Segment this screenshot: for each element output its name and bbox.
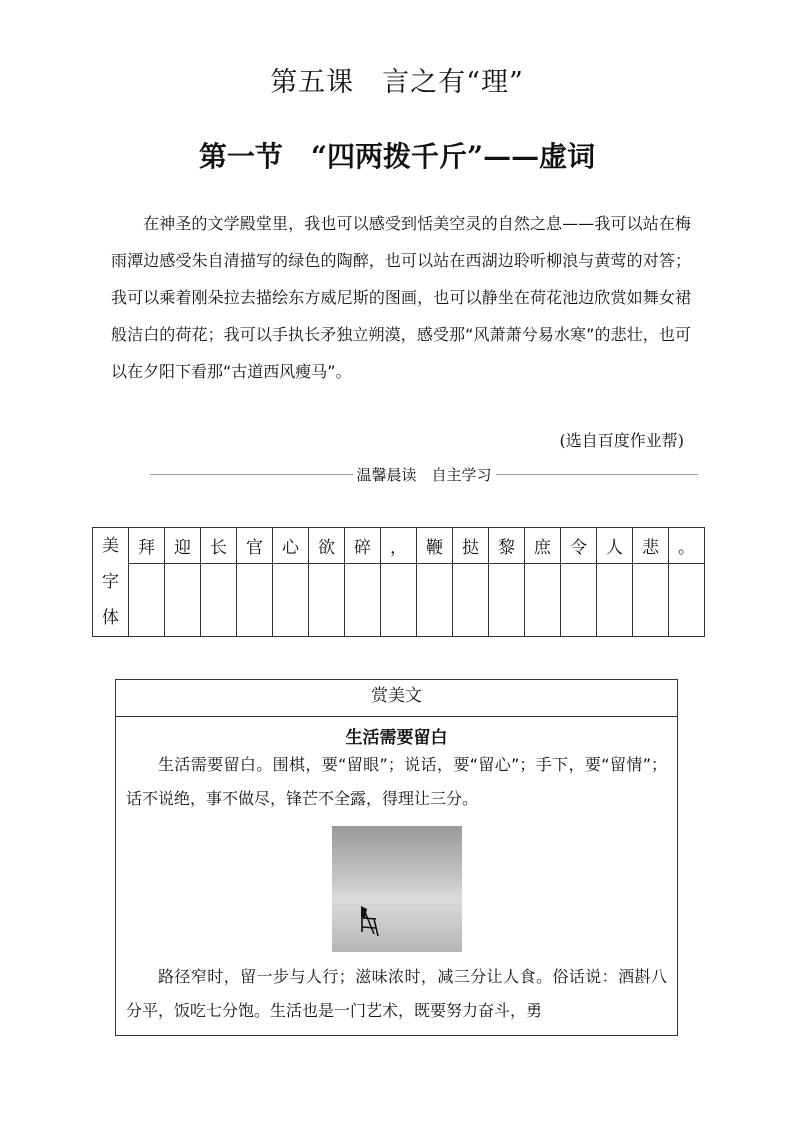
- char-cell: 庶: [525, 528, 561, 564]
- char-cell: ，: [381, 528, 417, 564]
- copy-practice-table: [92, 527, 705, 637]
- char-cell: 鞭: [417, 528, 453, 564]
- practice-cell[interactable]: [525, 564, 561, 637]
- lesson-title: 第五课 言之有“理”: [270, 67, 524, 98]
- divider-line-right: [496, 474, 699, 475]
- practice-cell[interactable]: [237, 564, 273, 637]
- char-cell: 长: [201, 528, 237, 564]
- practice-row: [93, 564, 705, 637]
- practice-cell[interactable]: [489, 564, 525, 637]
- char-row: [93, 528, 705, 564]
- char-cell: 欲: [309, 528, 345, 564]
- appreciation-header: 赏美文: [116, 680, 677, 717]
- source-note: (选自百度作业帮): [559, 431, 684, 450]
- char-cell: 令: [561, 528, 597, 564]
- label-char: 体: [102, 608, 119, 628]
- chair-icon: [332, 826, 462, 952]
- essay-paragraph: 生活需要留白。围棋，要“留眼”；说话，要“留心”；手下，要“留情”；话不说绝，事不做尽，锋芒不全露，得理让三分。: [126, 755, 667, 808]
- char-cell: 挞: [453, 528, 489, 564]
- practice-cell[interactable]: [597, 564, 633, 637]
- practice-cell[interactable]: [129, 564, 165, 637]
- practice-cell[interactable]: [669, 564, 705, 637]
- char-cell: 。: [669, 528, 705, 564]
- practice-cell[interactable]: [633, 564, 669, 637]
- practice-cell[interactable]: [453, 564, 489, 637]
- char-cell: 迎: [165, 528, 201, 564]
- appreciation-box: [115, 679, 678, 1036]
- char-cell: 拜: [129, 528, 165, 564]
- char-cell: 悲: [633, 528, 669, 564]
- practice-cell[interactable]: [381, 564, 417, 637]
- practice-cell[interactable]: [417, 564, 453, 637]
- char-cell: 人: [597, 528, 633, 564]
- label-char: 字: [102, 572, 119, 592]
- char-cell: 黎: [489, 528, 525, 564]
- divider-label: 温馨晨读 自主学习: [356, 465, 492, 484]
- essay-paragraph: 路径窄时，留一步与人行；滋味浓时，减三分让人食。俗话说：酒斟八分平，饭吃七分饱。生活也是一门艺术，既要努力奋斗，勇: [126, 967, 667, 1020]
- section-divider: [150, 463, 698, 485]
- char-cell: 碎: [345, 528, 381, 564]
- practice-cell[interactable]: [309, 564, 345, 637]
- section-title: 第一节 “四两拨千斤”——虚词: [198, 140, 596, 173]
- label-char: 美: [102, 536, 119, 556]
- practice-cell[interactable]: [561, 564, 597, 637]
- table-label-cell: [93, 528, 129, 637]
- essay-title: 生活需要留白: [345, 728, 448, 748]
- char-cell: 官: [237, 528, 273, 564]
- char-cell: 心: [273, 528, 309, 564]
- divider-line-left: [150, 474, 353, 475]
- practice-cell[interactable]: [165, 564, 201, 637]
- practice-cell[interactable]: [273, 564, 309, 637]
- chair-on-water-photo: [332, 826, 462, 952]
- intro-paragraph: 在神圣的文学殿堂里，我也可以感受到恬美空灵的自然之息——我可以站在梅雨潭边感受朱自清描写的绿色的陶醉，也可以站在西湖边聆听柳浪与黄莺的对答；我可以乘着刚朵拉去描绘东方威尼斯的图画，也可以静坐在荷花池边欣赏如舞女裙般洁白的荷花；我可以手执长矛独立朔漠，感受那“风萧萧兮易水寒”的悲壮，也可以在夕阳下看那“古道西风瘦马”。: [111, 214, 691, 381]
- practice-cell[interactable]: [201, 564, 237, 637]
- practice-cell[interactable]: [345, 564, 381, 637]
